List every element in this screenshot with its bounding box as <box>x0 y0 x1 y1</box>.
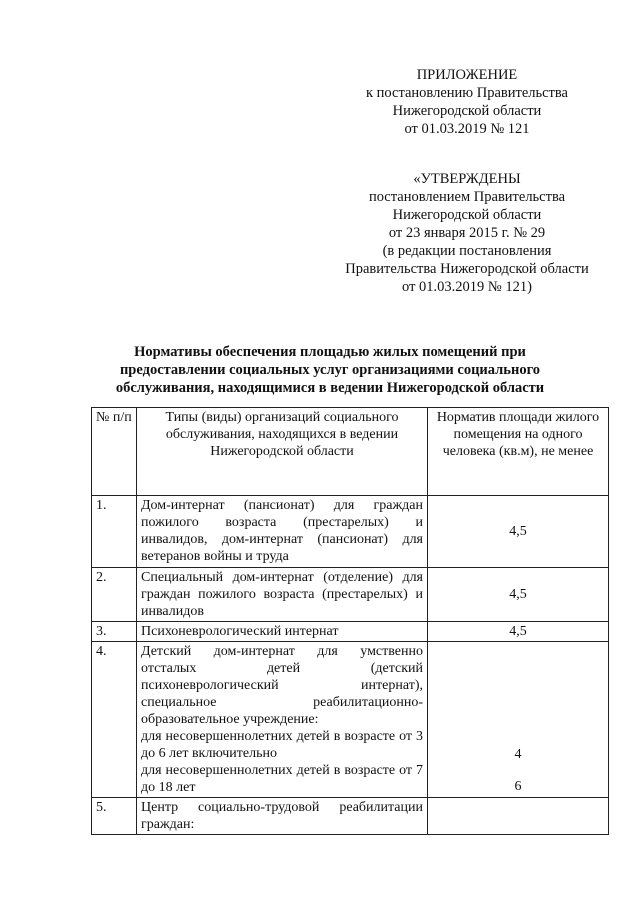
row-1-type: Дом-интернат (пансионат) для граждан пожилого возраста (престарелых) и инвалидов, дом-интернат (пансионат) для ветеранов войны и труда <box>137 496 428 568</box>
approved-line-4: (в редакции постановления <box>382 243 552 259</box>
row-4-sub-2: для несовершеннолетних детей в возрасте от 7 до 18 лет <box>141 763 423 795</box>
row-4-type-main: Детский дом-интернат для умственно отсталых детей (детский психоневрологический интернат), специальное реабилитационно-образовательное учреждение: <box>141 644 423 727</box>
table-row <box>92 568 609 622</box>
approved-line-2: Нижегородской области <box>392 207 542 223</box>
header-num: № п/п <box>92 408 137 496</box>
table-row <box>92 642 609 798</box>
row-2-norm-value: 4,5 <box>509 587 527 602</box>
appendix-line-1: к постановлению Правительства <box>366 85 568 101</box>
row-2-num: 2. <box>92 568 137 622</box>
appendix-block <box>342 66 592 138</box>
norms-table <box>91 407 609 835</box>
header-norm: Норматив площади жилого помещения на одного человека (кв.м), не менее <box>428 408 609 496</box>
row-3-num: 3. <box>92 622 137 642</box>
approved-line-5: Правительства Нижегородской области <box>345 261 589 277</box>
row-5-type: Центр социально-трудовой реабилитации граждан: <box>137 798 428 835</box>
row-1-num: 1. <box>92 496 137 568</box>
document-title <box>90 343 570 397</box>
row-2-type: Специальный дом-интернат (отделение) для граждан пожилого возраста (престарелых) и инвалидов <box>137 568 428 622</box>
row-5-num: 5. <box>92 798 137 835</box>
row-4-num: 4. <box>92 642 137 798</box>
approved-block <box>332 170 602 296</box>
table-row <box>92 622 609 642</box>
header-type: Типы (виды) организаций социального обслуживания, находящихся в ведении Нижегородской области <box>137 408 428 496</box>
row-1-norm <box>428 496 609 568</box>
row-1-norm-value: 4,5 <box>509 524 527 539</box>
approved-line-6: от 01.03.2019 № 121) <box>402 279 532 295</box>
approved-line-1: постановлением Правительства <box>368 189 566 205</box>
appendix-title: ПРИЛОЖЕНИЕ <box>416 67 518 83</box>
row-3-norm: 4,5 <box>428 622 609 642</box>
row-3-type: Психоневрологический интернат <box>137 622 428 642</box>
table-header-row <box>92 408 609 496</box>
table-row <box>92 496 609 568</box>
row-4-sub-1: для несовершеннолетних детей в возрасте от 3 до 6 лет включительно <box>141 729 423 761</box>
row-4-type <box>137 642 428 798</box>
row-4-norm-1: 4 <box>514 747 522 762</box>
document-title-line-3: обслуживания, находящимися в ведении Нижегородской области <box>115 380 545 396</box>
table-row <box>92 798 609 835</box>
row-2-norm <box>428 568 609 622</box>
row-4-norm-2: 6 <box>514 779 522 794</box>
appendix-line-2: Нижегородской области <box>392 103 542 119</box>
approved-line-3: от 23 января 2015 г. № 29 <box>388 225 546 241</box>
document-title-line-2: предоставлении социальных услуг организациями социального <box>119 362 541 378</box>
document-title-line-1: Нормативы обеспечения площадью жилых помещений при <box>134 344 526 360</box>
row-4-norm <box>428 642 609 798</box>
appendix-line-3: от 01.03.2019 № 121 <box>404 121 530 137</box>
row-5-norm <box>428 798 609 835</box>
approved-title: «УТВЕРЖДЕНЫ <box>413 171 521 187</box>
